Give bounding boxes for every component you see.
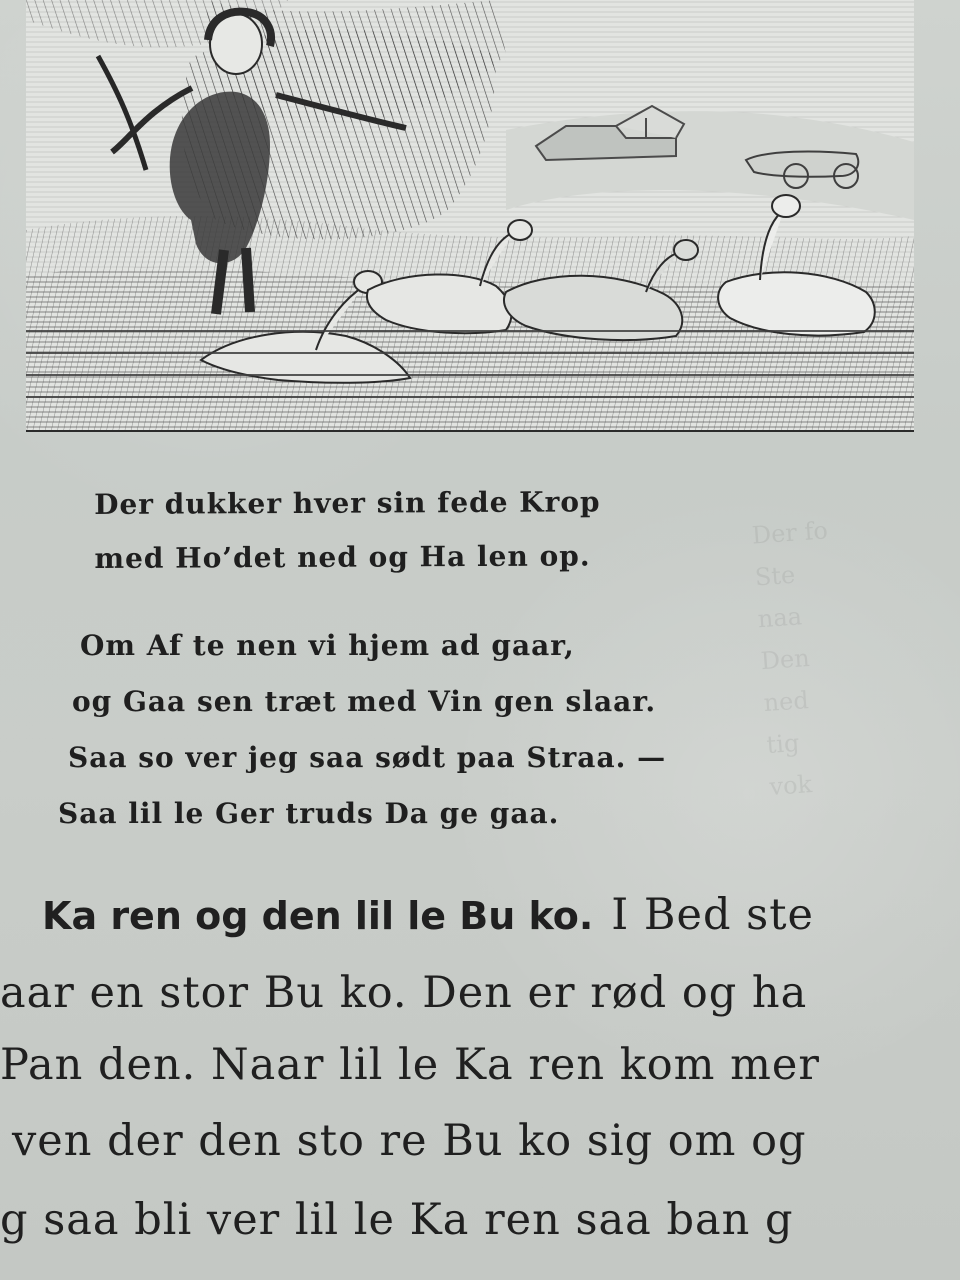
story-line-5: g saa bli ver lil le Ka ren saa ban g	[0, 1195, 794, 1245]
story-title: Ka ren og den lil le Bu ko.	[42, 894, 594, 938]
poem-line-4: Saa lil le Ger truds Da ge gaa.	[58, 797, 560, 830]
poem-block	[58, 618, 878, 842]
caption-line-1: Der dukker hver sin fede Krop	[94, 485, 601, 521]
story-line-1	[42, 890, 814, 940]
poem-line-2: og Gaa sen træt med Vin gen slaar.	[72, 685, 657, 718]
story-line-2: aar en stor Bu ko. Den er rød og ha	[0, 968, 808, 1018]
caption-line-2: med Ho’det ned og Ha len op.	[94, 539, 591, 575]
story-line-1-text: I Bed ste	[611, 890, 814, 940]
engraving-svg	[26, 0, 914, 430]
story-block	[0, 890, 960, 1280]
caption-block	[94, 474, 795, 586]
poem-line-1: Om Af te nen vi hjem ad gaar,	[80, 629, 575, 662]
poem-line-3: Saa so ver jeg saa sødt paa Straa. —	[68, 741, 667, 774]
bleed-through-text: Der fo Ste naa Den ned tig vok	[750, 516, 829, 801]
story-line-4: ven der den sto re Bu ko sig om og	[12, 1116, 807, 1166]
story-line-3: Pan den. Naar lil le Ka ren kom mer	[0, 1040, 820, 1090]
engraving-illustration	[26, 0, 914, 432]
